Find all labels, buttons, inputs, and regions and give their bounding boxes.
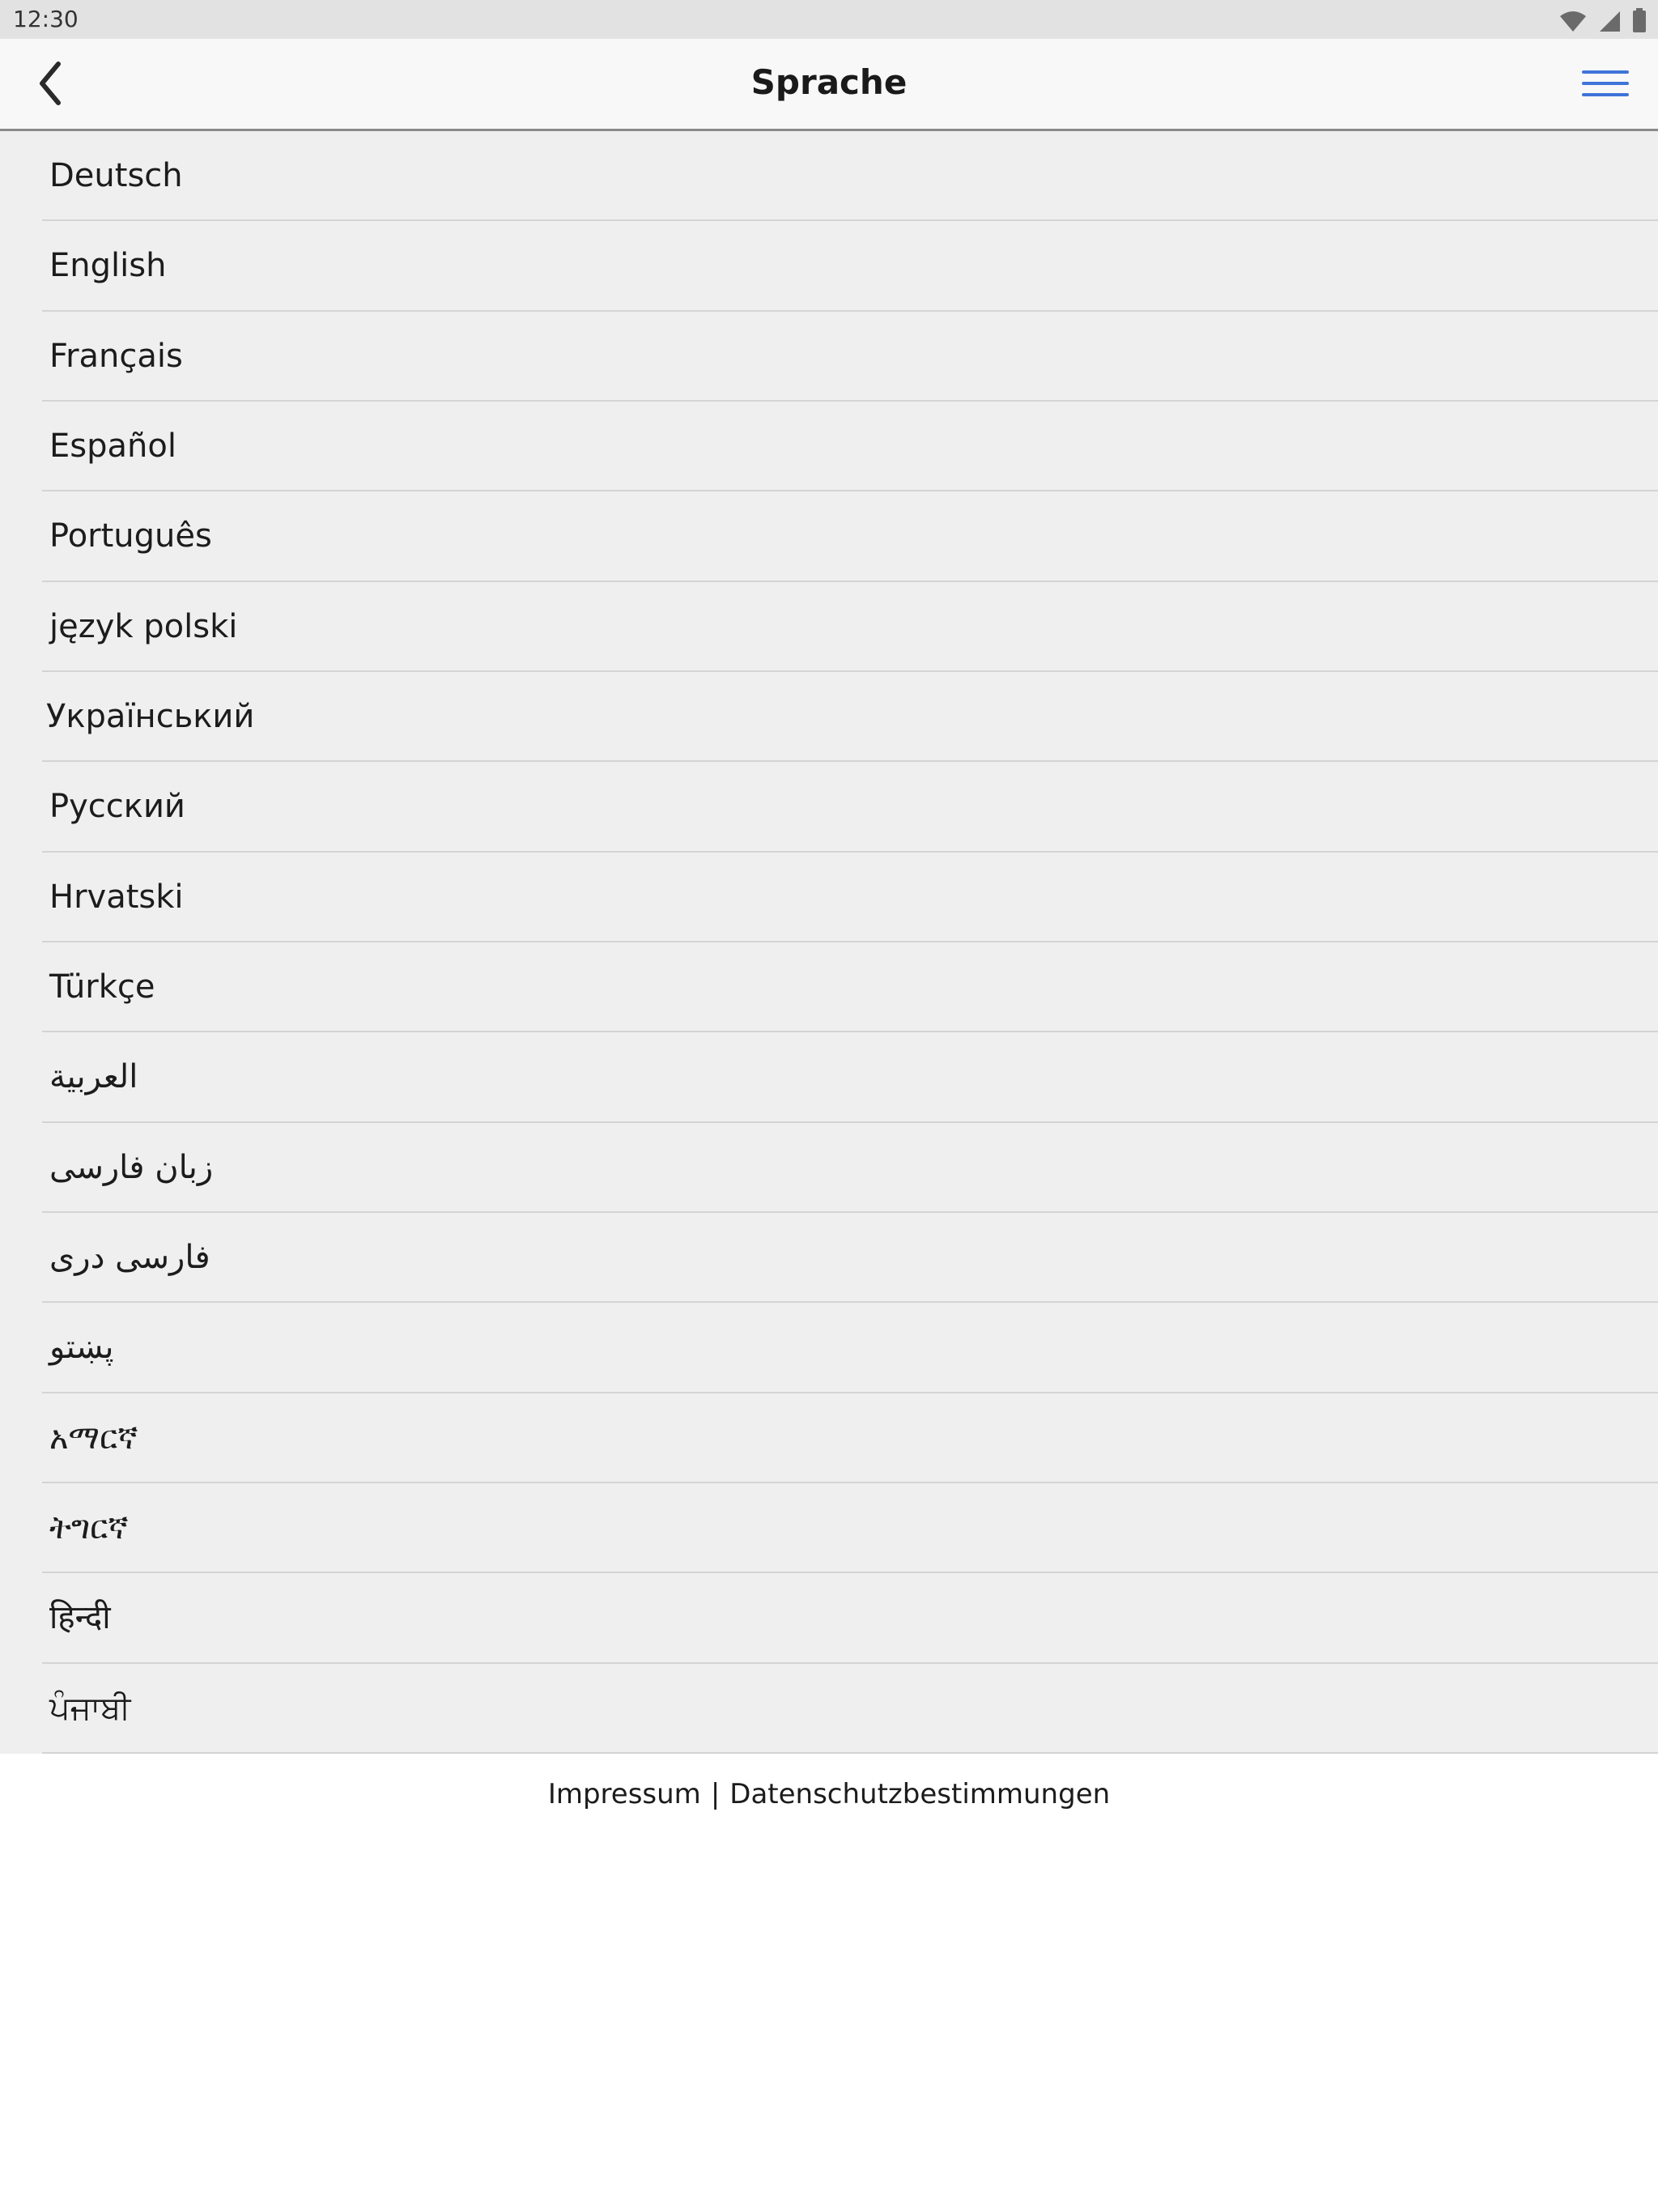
language-label: Español: [49, 427, 176, 465]
impressum-link[interactable]: Impressum: [547, 1778, 701, 1810]
language-item-tigrinya[interactable]: [42, 1483, 1658, 1573]
page-title: Sprache: [750, 62, 908, 102]
language-item-russian[interactable]: [42, 762, 1658, 852]
status-icons: [1559, 8, 1647, 32]
privacy-policy-link[interactable]: Datenschutzbestimmungen: [729, 1778, 1111, 1810]
language-item-portugues[interactable]: [42, 491, 1658, 581]
language-label: አማርኛ: [49, 1419, 138, 1457]
footer-separator: |: [710, 1778, 721, 1810]
language-label: العربية: [49, 1058, 138, 1096]
language-item-francais[interactable]: [42, 312, 1658, 402]
language-label: پښتو: [49, 1329, 114, 1367]
language-item-amharic[interactable]: [42, 1393, 1658, 1483]
app-header: [0, 39, 1658, 131]
language-item-punjabi[interactable]: [42, 1664, 1658, 1754]
language-label: Português: [49, 517, 212, 555]
cellular-signal-icon: [1598, 10, 1621, 32]
footer: [0, 1754, 1658, 1835]
language-item-english[interactable]: [42, 221, 1658, 311]
language-item-pashto[interactable]: [42, 1303, 1658, 1393]
language-item-turkce[interactable]: [42, 942, 1658, 1032]
language-label: Hrvatski: [49, 878, 184, 916]
language-label: زبان فارسی: [49, 1148, 214, 1186]
language-label: Русский: [49, 788, 185, 826]
language-item-deutsch[interactable]: [42, 131, 1658, 221]
language-item-arabic[interactable]: [42, 1032, 1658, 1122]
language-item-espanol[interactable]: [42, 402, 1658, 491]
language-label: Türkçe: [49, 968, 155, 1006]
language-label: Український: [46, 697, 255, 735]
language-item-hindi[interactable]: [42, 1573, 1658, 1663]
language-label: ትግርኛ: [49, 1508, 129, 1546]
language-item-hrvatski[interactable]: [42, 853, 1658, 942]
wifi-icon: [1559, 10, 1587, 32]
language-item-dari[interactable]: [42, 1213, 1658, 1303]
language-label: فارسی دری: [49, 1238, 210, 1276]
language-label: język polski: [49, 607, 238, 645]
status-time: 12:30: [13, 6, 79, 32]
language-label: English: [49, 247, 167, 285]
menu-button[interactable]: [1577, 63, 1634, 104]
language-label: Deutsch: [49, 157, 183, 194]
language-label: ਪੰਜਾਬੀ: [49, 1689, 131, 1727]
language-label: Français: [49, 337, 183, 375]
language-list: [0, 131, 1658, 1754]
language-label: हिन्दी: [49, 1599, 111, 1637]
language-item-ukrainian[interactable]: [42, 672, 1658, 762]
language-item-polski[interactable]: [42, 582, 1658, 672]
hamburger-menu-icon: [1580, 67, 1630, 100]
language-item-farsi[interactable]: [42, 1123, 1658, 1213]
status-bar: [0, 0, 1658, 39]
battery-icon: [1632, 8, 1647, 32]
